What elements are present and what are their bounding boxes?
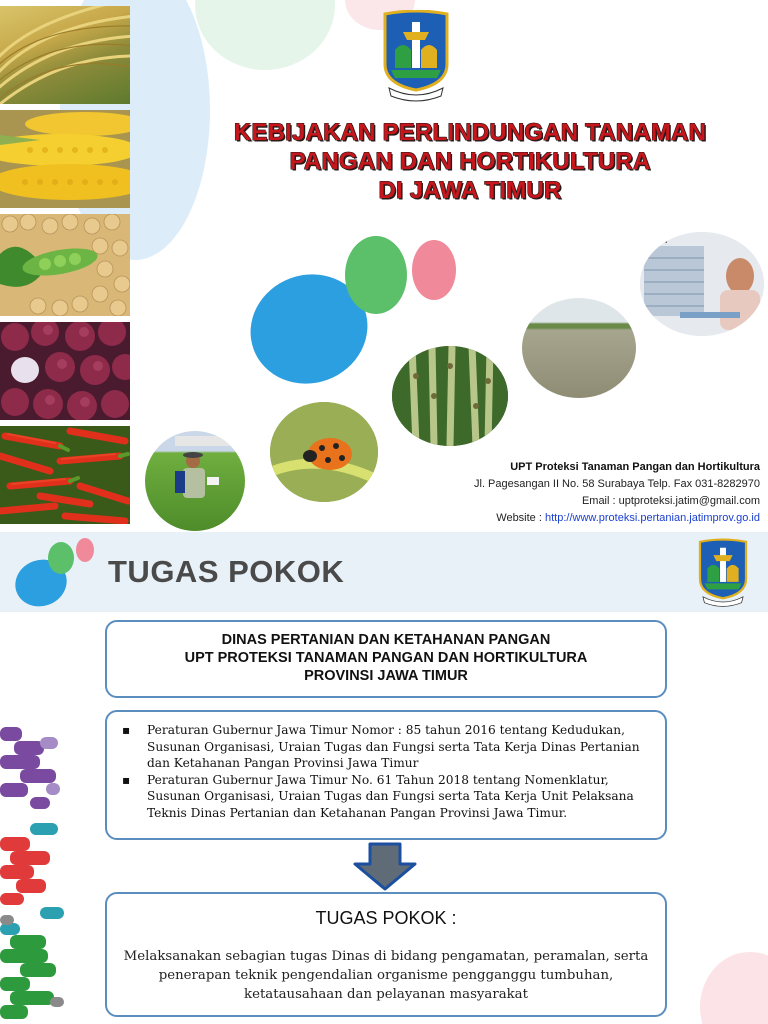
main-duty-title: TUGAS POKOK : (315, 908, 457, 928)
jatim-logo (381, 10, 451, 102)
down-arrow-icon (352, 842, 418, 892)
pixel-decoration (0, 727, 70, 1024)
plant-stems-decoration (392, 346, 508, 446)
cover-title-line-3: DI JAWA TIMUR (378, 177, 562, 204)
lab-photo (640, 232, 764, 336)
shield-emblem-icon (381, 10, 451, 102)
main-duty-box (105, 892, 667, 1017)
corner-blob-pink (700, 952, 768, 1024)
cover-title (190, 118, 750, 205)
contact-website (474, 510, 760, 527)
pixel-pattern-decoration (0, 727, 70, 1024)
rice-photo (0, 6, 130, 104)
ladybug-photo (270, 402, 378, 502)
shield-emblem-icon (697, 538, 749, 608)
farmer-photo (145, 431, 245, 531)
flood-field-photo (522, 298, 636, 398)
regulations-list (119, 722, 651, 821)
blob-pink (412, 240, 456, 300)
contact-org: UPT Proteksi Tanaman Pangan dan Hortikultura (510, 461, 760, 473)
bg-bubble-green (195, 0, 335, 70)
chili-decoration (0, 426, 130, 524)
chili-photo (0, 426, 130, 524)
corn-decoration (0, 110, 130, 208)
contact-email: Email : uptproteksi.jatim@gmail.com (581, 495, 760, 507)
header-blob-green (48, 542, 74, 574)
department-line-2: UPT PROTEKSI TANAMAN PANGAN DAN HORTIKULTURA (184, 650, 588, 666)
shallot-decoration (0, 322, 130, 420)
regulation-item: ▪ Peraturan Gubernur Jawa Timur No. 61 Tahun 2018 tentang Nomenklatur, Susunan Organisasi, Uraian Tugas dan Fungsi serta Tata Kerja Unit Pelaksana Teknis Dinas Pertanian dan Ketahanan Pangan Provinsi Jawa Timur. (119, 772, 651, 822)
soybean-photo (0, 214, 130, 316)
pest-damage-photo (392, 346, 508, 446)
cover-title-line-1: KEBIJAKAN PERLINDUNGAN TANAMAN (233, 119, 707, 146)
lab-low-label: LOW (652, 238, 668, 245)
ladybug-decoration (270, 402, 378, 502)
website-label: Website : (496, 512, 545, 524)
cover-title-line-2: PANGAN DAN HORTIKULTURA (289, 148, 651, 175)
slide-title: TUGAS POKOK (108, 554, 345, 589)
corn-photo (0, 110, 130, 208)
arrow-down-icon (352, 842, 418, 892)
farmer-decoration (145, 431, 245, 531)
department-line-3: PROVINSI JAWA TIMUR (304, 668, 468, 684)
header-blob-pink (76, 538, 94, 562)
regulations-box (105, 710, 667, 840)
shallot-photo (0, 322, 130, 420)
department-line-1: DINAS PERTANIAN DAN KETAHANAN PANGAN (221, 632, 551, 648)
contact-block (474, 459, 760, 527)
main-duty-text: Melaksanakan sebagian tugas Dinas di bidang pengamatan, peramalan, serta penerapan teknik pengendalian organisme pengganggu tumbuhan, ketatausahaan dan pelayanan masyarakat (123, 949, 649, 1002)
rice-grain-decoration (0, 6, 130, 104)
header-jatim-logo (697, 538, 749, 608)
blob-green (345, 236, 407, 314)
tugas-pokok-slide (0, 532, 768, 1024)
website-link[interactable]: http://www.proteksi.pertanian.jatimprov.go.id (544, 512, 760, 524)
regulation-item: ▪ Peraturan Gubernur Jawa Timur Nomor : 85 tahun 2016 tentang Kedudukan, Susunan Organisasi, Uraian Tugas dan Fungsi serta Tata Kerja Dinas Pertanian dan Ketahanan Pangan Provinsi Jawa Timur (119, 722, 651, 772)
contact-address: Jl. Pagesangan II No. 58 Surabaya Telp. Fax 031-8282970 (474, 478, 760, 490)
soybean-decoration (0, 214, 130, 316)
lab-decoration (640, 232, 764, 336)
department-box (105, 620, 667, 698)
